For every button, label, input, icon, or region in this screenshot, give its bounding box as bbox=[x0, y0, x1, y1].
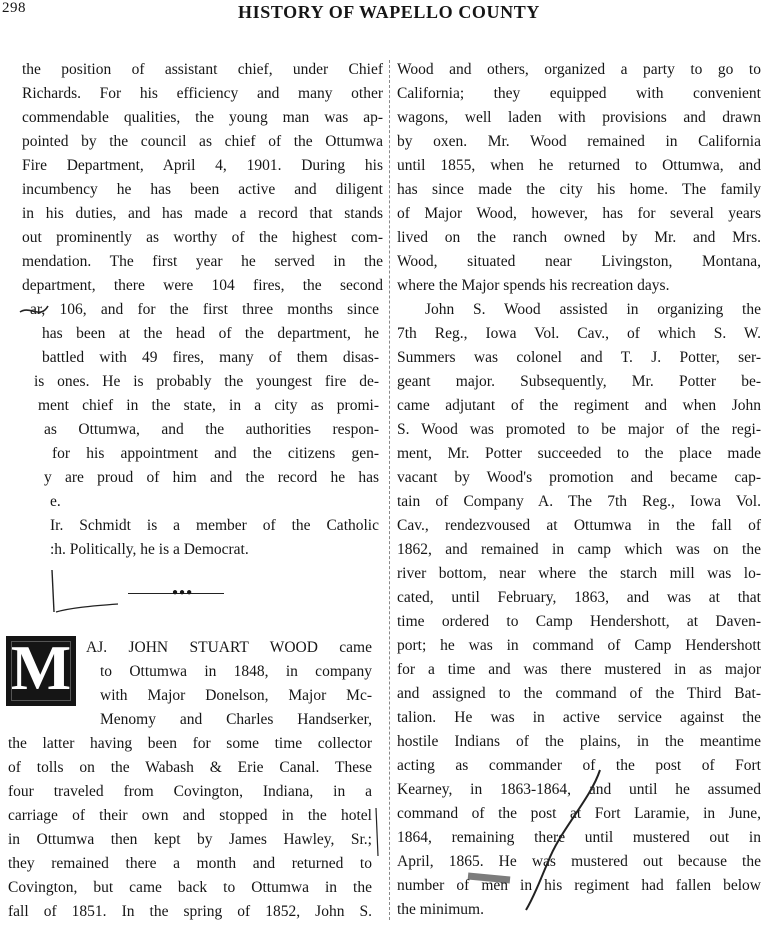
text-line-content: fall of 1851. In the spring of 1852, John S. bbox=[8, 903, 372, 920]
text-line-content: Menomy and Charles Handserker, bbox=[100, 711, 372, 728]
text-line-content: to Ottumwa in 1848, in company bbox=[100, 663, 372, 680]
text-line-content: wagons, well laden with provisions and drawn bbox=[397, 109, 761, 126]
section-divider-ornament: ●●● bbox=[172, 587, 194, 598]
text-line-content: Fire Department, April 4, 1901. During his bbox=[22, 157, 383, 174]
text-line-content: has since made the city his home. The family bbox=[397, 181, 761, 198]
text-line-content: ment chief in the state, in a city as promi- bbox=[38, 397, 379, 414]
text-line-content: S. Wood was promoted to be major of the regi- bbox=[397, 421, 761, 438]
text-line-content: hostile Indians of the plains, in the meantime bbox=[397, 733, 761, 750]
text-line-content: e. bbox=[50, 493, 61, 510]
text-line-content: number of men in his regiment had fallen below bbox=[397, 877, 761, 894]
text-line-content: 1862, and remained in camp which was on the bbox=[397, 541, 761, 558]
text-line-content: Wood, situated near Livingston, Montana, bbox=[397, 253, 761, 270]
text-line-content: cated, until February, 1863, and was at that bbox=[397, 589, 761, 606]
text-line-content: and assigned to the command of the Third Bat- bbox=[397, 685, 761, 702]
text-line-content: carriage of their own and stopped in the hotel bbox=[8, 807, 372, 824]
text-line-content: Covington, but came back to Ottumwa in the bbox=[8, 879, 372, 896]
text-line-content: command of the post at Fort Laramie, in June, bbox=[397, 805, 761, 822]
text-line-content: mendation. The first year he served in the bbox=[22, 253, 383, 270]
running-head: HISTORY OF WAPELLO COUNTY bbox=[238, 2, 540, 22]
text-line-content: ment, Mr. Potter succeeded to the place made bbox=[397, 445, 761, 462]
page-number: 298 bbox=[2, 0, 26, 16]
text-line-content: by oxen. Mr. Wood remained in California bbox=[397, 133, 761, 150]
text-line-content: talion. He was in active service against the bbox=[397, 709, 761, 726]
text-line-content: they remained there a month and returned to bbox=[8, 855, 372, 872]
drop-cap: M bbox=[6, 636, 76, 706]
text-line-content: the latter having been for some time collector bbox=[8, 735, 372, 752]
text-line-content: for his appointment and the citizens gen- bbox=[52, 445, 379, 462]
text-line-content: in Ottumwa then kept by James Hawley, Sr.; bbox=[8, 831, 372, 848]
text-line-content: came adjutant of the regiment and when John bbox=[397, 397, 761, 414]
text-line-content: Wood and others, organized a party to go to bbox=[397, 61, 761, 78]
text-line-content: Richards. For his efficiency and many other bbox=[22, 85, 383, 102]
text-line-content: until 1855, when he returned to Ottumwa, and bbox=[397, 157, 761, 174]
text-line-content: ar, 106, and for the first three months since bbox=[30, 301, 379, 318]
text-line-content: the position of assistant chief, under Chief bbox=[22, 61, 383, 78]
text-line-content: where the Major spends his recreation days. bbox=[397, 277, 670, 294]
text-line-content: geant major. Subsequently, Mr. Potter be- bbox=[397, 373, 761, 390]
text-line-content: Kearney, in 1863-1864, and until he assumed bbox=[397, 781, 761, 798]
text-line-content: time ordered to Camp Hendershott, at Daven- bbox=[397, 613, 761, 630]
text-line-content: y are proud of him and the record he has bbox=[44, 469, 379, 486]
text-line-content: California; they equipped with convenient bbox=[397, 85, 761, 102]
text-line-content: in his duties, and has made a record that stands bbox=[22, 205, 383, 222]
text-line-content: river bottom, near where the starch mill was lo- bbox=[397, 565, 761, 582]
text-line-content: tain of Company A. The 7th Reg., Iowa Vol. bbox=[397, 493, 761, 510]
text-line-content: with Major Donelson, Major Mc- bbox=[100, 687, 372, 704]
text-line-content: commendable qualities, the young man was ap- bbox=[22, 109, 383, 126]
text-line-content: 1864, remaining there until mustered out in bbox=[397, 829, 761, 846]
text-line-content: pointed by the council as chief of the Ottumwa bbox=[22, 133, 383, 150]
text-line-content: AJ. JOHN STUART WOOD came bbox=[86, 639, 372, 656]
text-line-content: incumbency he has been active and diligent bbox=[22, 181, 383, 198]
text-line-content: of Major Wood, however, has for several years bbox=[397, 205, 761, 222]
text-line-content: the minimum. bbox=[397, 901, 484, 918]
text-line-content: is ones. He is probably the youngest fire de- bbox=[34, 373, 379, 390]
text-line-content: battled with 49 fires, many of them disas- bbox=[42, 349, 379, 366]
text-line-content: of tolls on the Wabash & Erie Canal. These bbox=[8, 759, 372, 776]
text-line-content: for a time and was there mustered in as major bbox=[397, 661, 761, 678]
text-line-content: four traveled from Covington, Indiana, in a bbox=[8, 783, 372, 800]
text-line-content: port; he was in command of Camp Hendershott bbox=[397, 637, 761, 654]
text-line-content: John S. Wood assisted in organizing the bbox=[425, 301, 761, 318]
text-line-content: April, 1865. He was mustered out because the bbox=[397, 853, 761, 870]
text-line-content: Cav., rendezvoused at Ottumwa in the fall of bbox=[397, 517, 761, 534]
text-line-content: Summers was colonel and T. J. Potter, ser- bbox=[397, 349, 761, 366]
text-line-content: department, there were 104 fires, the second bbox=[22, 277, 383, 294]
text-line-content: Ir. Schmidt is a member of the Catholic bbox=[50, 517, 379, 534]
text-line-content: out prominently as worthy of the highest com- bbox=[22, 229, 383, 246]
text-line-content: as Ottumwa, and the authorities respon- bbox=[44, 421, 379, 438]
text-line-content: has been at the head of the department, he bbox=[42, 325, 379, 342]
text-line-content: lived on the ranch owned by Mr. and Mrs. bbox=[397, 229, 761, 246]
text-line-content: 7th Reg., Iowa Vol. Cav., of which S. W. bbox=[397, 325, 761, 342]
text-line-content: vacant by Wood's promotion and became cap- bbox=[397, 469, 761, 486]
text-line-content: acting as commander of the post of Fort bbox=[397, 757, 761, 774]
text-line-content: :h. Politically, he is a Democrat. bbox=[50, 541, 249, 558]
